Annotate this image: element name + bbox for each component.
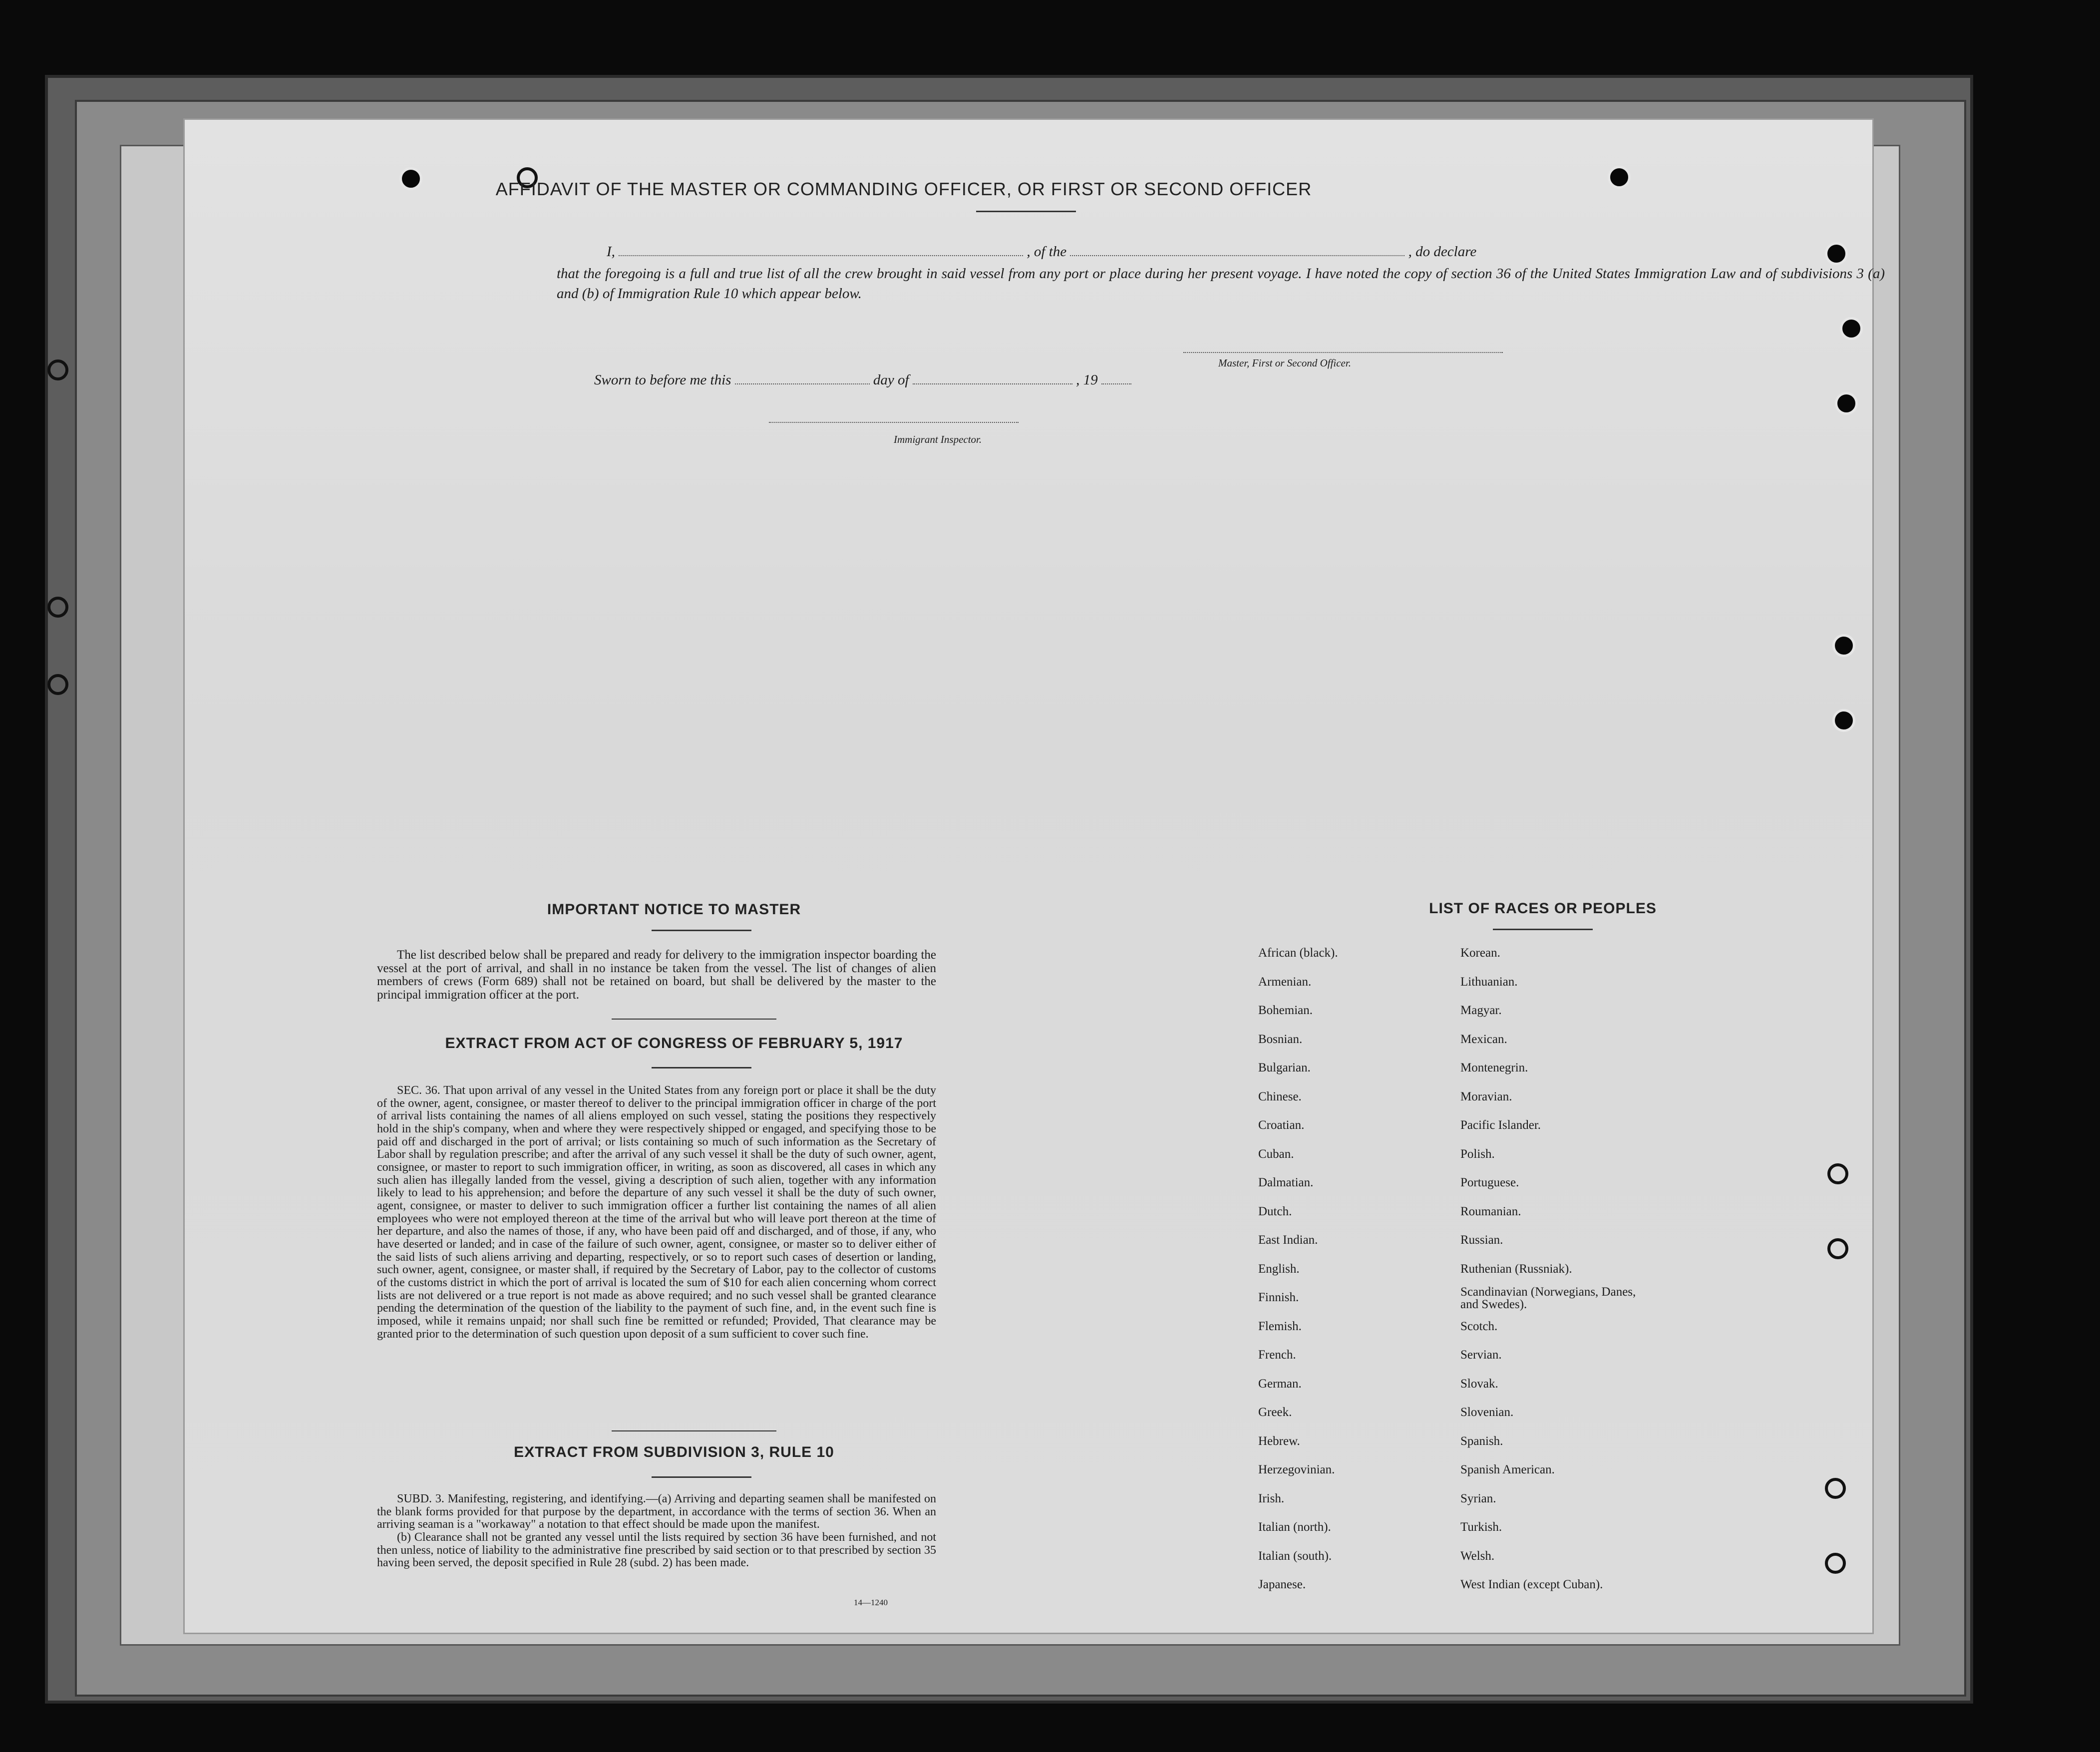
declarant-prefix: I, <box>607 244 615 260</box>
act-title: EXTRACT FROM ACT OF CONGRESS OF FEBRUARY 5, 1917 <box>445 1035 903 1051</box>
race-item: German. <box>1258 1377 1302 1391</box>
race-item: Herzegovinian. <box>1258 1463 1335 1476</box>
race-item: Finnish. <box>1258 1291 1299 1304</box>
race-item: Portuguese. <box>1460 1176 1519 1189</box>
race-item: Armenian. <box>1258 975 1312 989</box>
inspector-signature-field[interactable] <box>769 422 1019 423</box>
sworn-year-label: , 19 <box>1076 372 1098 388</box>
race-item: Italian (south). <box>1258 1549 1332 1563</box>
notice-rule <box>652 930 751 931</box>
binder-hole <box>47 674 68 695</box>
races-title: LIST OF RACES OR PEOPLES <box>1429 900 1657 917</box>
sworn-day-field[interactable] <box>735 383 870 384</box>
rule-body <box>377 1493 936 1570</box>
form-number: 14—1240 <box>854 1598 888 1607</box>
races-right-column <box>1460 946 1670 1595</box>
race-item: Moravian. <box>1460 1089 1512 1103</box>
affidavit-body: that the foregoing is a full and true list of all the crew brought in said vessel from any port or place during her present voyage. I have noted the copy of section 36 of the United States Immigration Law and of subdivisions 3 (a) and (b) of Immigration Rule 10 which appear below. <box>557 266 1885 302</box>
race-item: Chinese. <box>1258 1089 1302 1103</box>
race-item: Pacific Islander. <box>1460 1118 1541 1132</box>
sworn-day-label: day of <box>873 372 909 388</box>
punch-hole <box>1827 1238 1848 1259</box>
of-the-label: , of the <box>1027 244 1067 260</box>
race-item: Irish. <box>1258 1491 1285 1505</box>
race-item: Polish. <box>1460 1147 1495 1161</box>
punch-hole <box>1825 1553 1846 1574</box>
race-item: Slovenian. <box>1460 1405 1514 1419</box>
race-item: Flemish. <box>1258 1319 1302 1333</box>
race-item: Slovak. <box>1460 1377 1498 1391</box>
inspector-label: Immigrant Inspector. <box>894 433 982 445</box>
race-item: West Indian (except Cuban). <box>1460 1578 1603 1591</box>
sworn-year-field[interactable] <box>1101 383 1131 384</box>
punch-hole <box>1825 1478 1846 1499</box>
races-rule <box>1493 929 1593 930</box>
affidavit-title: AFFIDAVIT OF THE MASTER OR COMMANDING OFFICER, OR FIRST OR SECOND OFFICER <box>495 179 1312 199</box>
races-left-column <box>1258 946 1458 1595</box>
race-item: English. <box>1258 1262 1300 1276</box>
race-item: Bosnian. <box>1258 1032 1303 1046</box>
race-item: Bulgarian. <box>1258 1061 1311 1074</box>
race-item: Montenegrin. <box>1460 1061 1528 1074</box>
act-rule <box>652 1067 751 1068</box>
race-item: Italian (north). <box>1258 1520 1331 1534</box>
rule-para-b: (b) Clearance shall not be granted any vessel until the lists required by section 36 have been furnished, and not then unless, notice of liability to the administrative fine prescribed by said section or to that prescribed by section 35 having been served, the deposit specified in Rule 28 (subd. 2) has been made. <box>377 1531 936 1570</box>
race-item: Dutch. <box>1258 1204 1292 1218</box>
binder-hole <box>47 597 68 618</box>
race-item: Turkish. <box>1460 1520 1502 1534</box>
punch-hole <box>1832 634 1855 657</box>
binder-hole <box>47 359 68 380</box>
rule-title: EXTRACT FROM SUBDIVISION 3, RULE 10 <box>514 1444 834 1460</box>
race-item: Mexican. <box>1460 1032 1507 1046</box>
race-item: Lithuanian. <box>1460 975 1518 989</box>
race-item: Korean. <box>1460 946 1500 960</box>
declarant-name-field[interactable] <box>619 255 1023 256</box>
punch-hole <box>1835 392 1858 415</box>
race-item: Bohemian. <box>1258 1004 1313 1017</box>
section-divider <box>612 1430 776 1431</box>
sworn-prefix: Sworn to before me this <box>594 372 731 388</box>
race-item: Croatian. <box>1258 1118 1305 1132</box>
race-item: African (black). <box>1258 946 1338 960</box>
notice-title: IMPORTANT NOTICE TO MASTER <box>547 901 801 918</box>
race-item: Greek. <box>1258 1405 1292 1419</box>
race-item: Cuban. <box>1258 1147 1294 1161</box>
race-item: Russian. <box>1460 1233 1503 1247</box>
notice-body: The list described below shall be prepared and ready for delivery to the immigration inspector boarding the vessel at the port of arrival, and shall in no instance be taken from the vessel. The list of changes of alien members of crews (Form 689) shall not be retained on board, but shall be delivered by the master to the principal immigration officer at the port. <box>377 948 936 1002</box>
section-divider <box>612 1019 776 1020</box>
punch-hole <box>1832 709 1855 732</box>
race-item: Magyar. <box>1460 1004 1502 1017</box>
title-rule <box>976 211 1076 212</box>
race-item: Dalmatian. <box>1258 1176 1314 1189</box>
rule-para-a: SUBD. 3. Manifesting, registering, and identifying.—(a) Arriving and departing seamen shall be manifested on the blank forms provided for that purpose by the department, in accordance with the terms of section 36. When an arriving seaman is a "workaway" a notation to that effect should be made upon the manifest. <box>377 1492 936 1531</box>
race-item: Roumanian. <box>1460 1204 1521 1218</box>
declaration-line <box>607 244 1476 260</box>
signature-label: Master, First or Second Officer. <box>1218 357 1351 369</box>
race-item: French. <box>1258 1348 1296 1362</box>
affidavit-page <box>185 120 1885 1633</box>
signature-field[interactable] <box>1183 352 1503 353</box>
sworn-line <box>594 372 1131 388</box>
rule-rule <box>652 1476 751 1478</box>
race-item: Hebrew. <box>1258 1434 1300 1448</box>
punch-hole <box>1825 242 1848 265</box>
vessel-name-field[interactable] <box>1070 255 1404 256</box>
race-item: East Indian. <box>1258 1233 1318 1247</box>
race-item: Ruthenian (Russniak). <box>1460 1262 1572 1276</box>
punch-hole <box>1827 1163 1848 1184</box>
race-item: Welsh. <box>1460 1549 1495 1563</box>
punch-hole <box>1840 317 1863 340</box>
race-item: Japanese. <box>1258 1578 1306 1591</box>
race-item: Syrian. <box>1460 1491 1496 1505</box>
race-item: Servian. <box>1460 1348 1502 1362</box>
race-item: Spanish American. <box>1460 1463 1555 1476</box>
do-declare-label: , do declare <box>1408 244 1477 260</box>
race-item: Spanish. <box>1460 1434 1503 1448</box>
act-body: SEC. 36. That upon arrival of any vessel in the United States from any foreign port or place it shall be the duty of the owner, agent, consignee, or master thereof to deliver to the principal immigration officer in charge of the port of arrival lists containing the names of all aliens employed on such vessel, stating the positions they respectively hold in the ship's company, when and where they were respectively shipped or engaged, and specifying those to be paid off and discharged in the port of arrival; or lists containing so much of such information as the Secretary of Labor shall by regulation prescribe; and after the arrival of any such vessel it shall be the duty of such owner, agent, consignee, or master to report to such immigration officer, in writing, as soon as discovered, all cases in which any such alien has illegally landed from the vessel, giving a description of such alien, together with any information likely to lead to his apprehension; and before the departure of any such vessel it shall be the duty of such owner, agent, consignee, or master to deliver to such immigration officer a further list containing the names of all alien employees who were not employed thereon at the time of the arrival but who will leave port thereon at the time of her departure, and also the names of those, if any, who have been paid off and discharged, and of those, if any, who have deserted or landed; and in case of the failure of such owner, agent, consignee, or master so to deliver either of the said lists of such aliens arriving and departing, respectively, or so to report such cases of desertion or landing, such owner, agent, consignee, or master shall, if required by the Secretary of Labor, pay to the collector of customs of the customs district in which the port of arrival is located the sum of $10 for each alien concerning whom correct lists are not delivered or a true report is not made as above required; and no such vessel shall be granted clearance pending the determination of the question of the liability to the payment of such fine, and, in the event such fine is imposed, while it remains unpaid; nor shall such fine be remitted or refunded; Provided, That clearance may be granted prior to the determination of such question upon deposit of a sum sufficient to cover such fine. <box>377 1084 936 1341</box>
sworn-month-field[interactable] <box>913 383 1072 384</box>
race-item: Scotch. <box>1460 1319 1498 1333</box>
race-item: Scandinavian (Norwegians, Danes, and Swedes). <box>1460 1285 1636 1311</box>
